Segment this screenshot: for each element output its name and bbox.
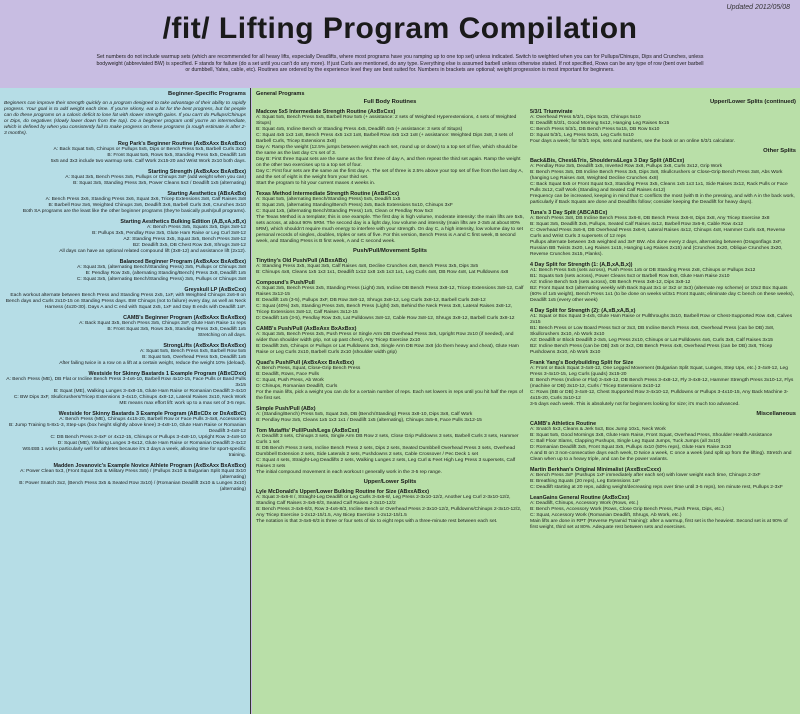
- routine-title: Lyle McDonald's Upper/Lower Bulking Routine for Size (ABxxABxx): [256, 489, 430, 495]
- routine-line: B: Deadlift 5/3/1, Good Morning 5x12, Hanging Leg Raises 5x15: [530, 121, 670, 126]
- routine-line: 3-5 days each week. This is absolutely not for beginners looking for size; it's much too advanced.: [530, 402, 740, 407]
- routine-line: B: Squat 2x5, (alternating Standing/Bench Press) 3x5, Back Extensions 5x10, Chinups 3xF: [256, 203, 453, 208]
- routine-line: The notation is that 3-4x6-8/3 is three or four sets of six to eight reps with a three-minute rest between each set.: [256, 519, 498, 524]
- general-subcolumn-b: [530, 96, 796, 531]
- routine-line: B: Deadlift 1x5 (3-5), Pullups 3xF, DB Row 3x8-12, Shrugs 3x8-12, Leg Curls 3x8-12, Barbell Curls 3x8-12: [256, 298, 486, 303]
- routine-line: A: (Standing/Bench) Press 5x5, Squat 3x5, DB (Bench/Standing) Press 3x8-10, Dips 3x8, Calf Work: [256, 412, 473, 417]
- routine-title: Martin Berkhan's Original Minimalist (AxxBxxCxxx): [530, 467, 661, 473]
- routine-line: B: Pendlay Row 3x5, Cleans 1x5 1x3 1x1 / Deadlift 1x5 (alternating), Chinups 3x5-8, Face Pulls 3x12-15: [256, 418, 482, 423]
- routine-title: Frank Yang's Bodybuilding Split for Size: [530, 360, 634, 366]
- routine-line: B: Pullups 3x5, Pendlay Row 3x5, Glute Ham Raise or Leg Curl 3x8-12: [92, 231, 246, 236]
- routine-line: B: Squat 4x5, Incline Bench or Standing Press 4x5, Deadlift 4x5 (+ assistance: 3 sets of Situps): [256, 127, 463, 132]
- routine-title: Compound's Push/Pull: [256, 280, 315, 286]
- routine-line: B: Squat (ME), Walking Lunges 3-4x8-15, Glute Ham Raise or Romanian Deadlift 3-4x10: [53, 389, 246, 394]
- general-programs-column: [252, 88, 800, 714]
- routine-line: B: Power Snatch 3x2, (Bench Press 3x5 & Seated Row 3x10) / (Romanian Deadlift 3x10 & Lunges 3x10) (alternating): [19, 481, 246, 492]
- routine-title: CAMB's Athletics Routine: [530, 421, 597, 427]
- routine-title: Madcow 5x5 Intermediate Strength Routine (AxBxCxx): [256, 109, 396, 115]
- routine-line: The Texas Method is a template; this is one example. The first day is high volume, moderate intensity: the main lifts are 5x5, sets across, at about 90% 5RM. The second day is a light day, low volume and intensity (main lifts are 2-3x5 at about 80% 5RM), which shouldn't require much energy to interfere with your strength. On day C, a high intensity, low volume day to set personal records of singles, doubles, triples or sets of five. For this version, Bench Press is A and C first week, B second week, and Standing Press is B first week, A and C second week.: [256, 215, 524, 244]
- routine-line: B1: Bench Press or Low Board Press 5x3 or 3x3, DB Incline Bench Press 4x8, Overhead Press (can be DB) 3x8, Skullcrushers 3x10, Ab Work 3x10: [530, 326, 775, 337]
- other-splits-heading: Other Splits: [763, 148, 796, 154]
- routine-title: Westside for Skinny Bastards 1 Example Program (ABxCDxx): [88, 371, 246, 377]
- routine-title: Madden Jovanovic's Example Novice Athlete Program (AxBxAxx BxAxBxx): [53, 463, 246, 469]
- routine-title: Starting Aesthetics (ABxAxBx): [167, 191, 246, 197]
- routine-line: B: Bench Press 3-4x6-8/3, Row 3-4x6-8/3, Incline Bench or Overhead Press 2-3x10-12/2, Pulldowns/Chinups 2-3x10-12/2, Any Tricep Exercise 1-2x12-15/1.5, Any Bicep Exercise 1-2x12-15/1.5: [256, 507, 522, 518]
- routine-line: C: Overhead Press 3x6-8, DB Overhead Press 3x6-8, Lateral Raises 4x12, Chinups 4x8, Hammer Curls 4x8, Reverse Curls and Wrist Curls 3 supersets of 12 reps: [530, 228, 786, 239]
- routine-line: A: Bench Press 3x6, Standing Press 3x6, Squat 3x6, Tricep Extensions 3x8, Calf Raises 3x8: [45, 197, 246, 202]
- routine-line: A: Power Clean 5x3, (Front Squat 3x5 & Military Press 3x5) / (Pullups 3x10 & Bulgarian Split Squat 3x10 (alternating): [20, 469, 246, 480]
- routine-line: B: Front Squat 5x5, Rows 5x5, Standing Press 5x5, Deadlift 1x5: [107, 153, 246, 158]
- routine-title: Reg Park's Beginner Routine (AxBxAxx BxAxBxx): [118, 141, 246, 147]
- routine-line: A: Squat 5x5, (alternating Bench/Standing Press) 5x5, Deadlift 1x5: [256, 197, 401, 202]
- routine-line: C: Back Squat 5x5 or Front Squat 5x3, Standing Press 3x5, Cleans 1x5 1x3 1x1, Side Raises 3x12, Rack Pulls or Face Pulls 3x12, Calf Work (Standing and Seated Calf Raises 4x12): [530, 182, 788, 193]
- routine-title: 5/3/1 Triumvirate: [530, 109, 573, 115]
- beginner-routine-list: [4, 141, 246, 493]
- routine-line: C: Squat 3x5, (alternating Bench/Standing Press) 3x5, Pullups or Chinups 3x8: [76, 277, 246, 282]
- push-pull-heading: Push/Pull/Movement Splits: [352, 248, 428, 254]
- routine-line: A: Squat 5x5, Bench Press 5x5, Barbell Row 5x5: [139, 349, 246, 354]
- routine-line: D: Romanian Deadlift 3x5, Front Squat 3x5, Pullups 4x10 (50% reps), Glute Ham Raise 3x10: [530, 445, 732, 450]
- routine-line: A: Squat 3x5, Bench Press 3x5, Pullups or Chinups 3xF (add weight when you can): [65, 175, 246, 180]
- routine-line: A: Squat 3-4x6-8 /, Straight-Leg Deadlift or Leg Curls 3-4x6-8/, Leg Press 2-3x10-12/2, Another Leg Curl 2-3x10-12/2, Standing Calf Raises 3-4x6-8/3, Seated Calf Raises 2-3x10-12/2: [256, 495, 511, 506]
- routine-line: A: Pendlay Row 3x5, Deadlift 1x5, Inverted Row 3x8, Pullups 3x8, Curls 3x12, Grip Work: [530, 164, 723, 169]
- routine-line: A: Squat 3x5, Bench Press 3x5, Push Press or Single Arm DB Overhead Press 3x5, Upright Row 2x10 (if needed), and wider than shoulder width grip, not up past chest), Any Tricep Exercise 2x10: [256, 332, 514, 343]
- routine-title: Starting Strength (AxBxAxx BxAxBxx): [148, 169, 246, 175]
- routine-line: Stretching on all days.: [197, 333, 246, 338]
- routine-line: D: Squat (ME), Walking Lunges 3-6x12, Glute Ham Raise or Romanian Deadlift 3-4x12: [57, 441, 246, 446]
- routine-line: A: Bench Press 3x5, Squats 3x5, Dips 3x8-12: [147, 225, 246, 230]
- full-body-list: [256, 109, 524, 245]
- beginner-programs-column: [0, 88, 251, 714]
- routine-title: LeanGains General Routine (AxBxCxx): [530, 495, 630, 501]
- routine-line: B: Front Squat 3x5, Rows 3x5, Standing Press 3x5, Deadlift 1x5: [107, 327, 246, 332]
- routine-line: A: Bench Press 3xF (Pushups 1xF immediately after each set) with lower weight each time, Chinups 2-3xF: [530, 473, 761, 478]
- routine-line: Day B: First three Squat sets are the same as the first three of day A, and then repeat the third set again. Ramp the weight on the other two exercises up to a top set of four.: [256, 157, 521, 168]
- routine-line: C: Squat, Push Press, Ab Work: [256, 378, 324, 383]
- routine-line: A: Front or Back Squat 3-4x8-12, One Legged Movement (Bulgarian Split Squat, Lunges, Step Ups, etc.) 3-4x8-12, Leg Press 3-4x10-15, Leg Curls (quads) 3x15-20: [530, 366, 788, 377]
- upper-lower-list: [256, 489, 524, 525]
- routine-line: A2: Standing Press 3x5, Squat 3x5, Bench Press 3x8-12: [123, 237, 246, 242]
- routine-line: A: Deadlift, Chinups, Accessory Work (Rows, etc.): [530, 501, 639, 506]
- misc-list: [530, 421, 796, 531]
- routine-line: C: Squat (40%) 3x5, Standing Press 3x5, Bench Press (Light) 3x5, Behind the Neck Press 3x8, Lateral Raises 3x8-12, Tricep Extensions 3x8-12, Calf Raises 3x12-15: [256, 304, 513, 315]
- routine-line: Four days a week; for 5/3/1 reps, sets and numbers, see the book or an online 5/3/1 calculator.: [530, 139, 735, 144]
- routine-title: Westside for Skinny Bastards 3 Example Program (ABxCDx or DxAxBxC): [58, 411, 246, 417]
- upper-lower-heading: Upper/Lower Splits: [363, 479, 417, 485]
- routine-line: B: Chinups 4x8, Cleans 1x5 1x3 1x1, Deadlift 1x12 1x8 1x5 1x3 1x1, Leg Curls 4x8, DB Row 4x8, Lat Pulldowns 4x8: [256, 270, 509, 275]
- routine-title: Tuna's 3 Day Split (ABCABCx): [530, 210, 608, 216]
- routine-line: Day C: First four sets are the same as the first day A. The set of three is 2.5% above your top set of five from the last day A, and the set of eight is the weight from your third set.: [256, 169, 523, 180]
- routine-line: B: Deadlift, Rows, Face Pulls: [256, 372, 320, 377]
- routine-title: CAMB's Push/Pull (AxBxAxx BxAxBxx): [256, 326, 357, 332]
- general-heading: General Programs: [256, 91, 305, 97]
- routine-title: Greyskull LP (AxBxCxx): [184, 287, 246, 293]
- routine-line: Each workout alternate between Bench Press and Standing Press 2x5, 1xF, with Weighted Chinups 2x6-8 on Bench days and Curls 2x10-15 on Standing Press days. BW Chinups (not to failure) every day, as well as Neck Harness (4x20-30). Days A and C end with Squat 2x5, 1xF and Day B ends with Deadlift 1xF.: [5, 293, 246, 310]
- routine-line: B: Barbell Row 3x6, Weighted Chinups 3x6, Deadlift 3x6, Barbell Curls 3x8, Crunches 3x10: [48, 203, 246, 208]
- routine-line: A: Overhead Press 5/3/1, Dips 5x15, Chinups 5x10: [530, 115, 641, 120]
- misc-heading: Miscellaneous: [756, 411, 796, 417]
- routine-line: C: BW Dips 3xF, Skullcrushers/Tricep Extensions 3-4x10, Chinups 4x8-12, Lateral Raises 3x10, Neck Work: [13, 395, 246, 400]
- routine-line: A: Snatch 5x3, Cleans & Jerk 5x3, Box Jump 10x1, Neck Work: [530, 427, 666, 432]
- routine-title: Quad's Push/Pull (AxBxAxx BxAxBxx): [256, 360, 355, 366]
- routine-line: A: Squat 5x5, Bench Press 5x5, Barbell Row 5x5 (+ assistance: 2 sets of Weighted Hyperextensions, 4 sets of Weighted Situps): [256, 115, 517, 126]
- routine-line: Day A: Ramp the weight (12.5% jumps between weights each set, round up or down) to a top set of five, which should be the same as the last day C's set of 3.: [256, 145, 518, 156]
- routine-line: B: Bench Press 3x5, DB Incline Bench Press 3x5, Dips 3x8, Skullcrushers or Close-Grip Bench Press 3x8, Abs Work (hanging Leg Raises 4x8, Weighted Decline Crunches 4x8): [530, 170, 783, 181]
- routine-title: Texas Method Intermediate Strength Routine (AxBxCxx): [256, 191, 400, 197]
- routine-line: D: Deadlift 1x5 (3-5), Pendlay Row 3x5, Lat Pulldowns 3x8-12, Cable Row 3x8-12, Shrugs 3x8-12, Barbell Curls 3x8-12: [256, 316, 515, 321]
- routine-line: B2: Deadlift 3x5, DB Chest Row 3x8, Shrugs 3x8-12: [132, 243, 246, 248]
- routine-title: Back&Bis, Chest&Tris, Shoulders&Legs 3 Day Split (ABCxx): [530, 158, 685, 164]
- routine-line: A: Back Squat 5x5, Chinups or Pullups 5x5, Dips or Bench Press 5x5, Barbell Curls 3x10: [53, 147, 246, 152]
- routine-line: Frequency can be increased, keeping in mind that C conflicts the most (with B in the pressing, and with A in the back work, particularly if Back Squats are done and Deadlifts follow; consider keeping the Deadlift for heavy days).: [530, 194, 795, 205]
- routine-line: 5x5 and 3x3 include two warmup sets. Calf Work 2x15-20 and Wrist Work 2x10 both days.: [50, 159, 246, 164]
- routine-line: A2: Deadlift or Block Deadlift 2-3x5, Leg Press 2x10, Chinups or Lat Pulldowns 4x6, Curls 3x8, Calf Raises 3x15: [530, 338, 774, 343]
- routine-line: B: Squat 5x5, Good Mornings 3x8, Glute Ham Raise, Front Squat, Overhead Press, Shoulder Health Assistance: [530, 433, 773, 438]
- routine-line: B2: Front Squat 5x3 (alternating weekly with Back Squat 3x1 or 3x2 or 3x3) (alternate rep scheme) or 10x2 Box Squats (60% of 1x5 weight), Bench Press 1x1 (to be done on weeks w/3x1 Front Squats; eliminate day C bench on these weeks), Deadlift 1x5 (every other week): [530, 286, 794, 303]
- routine-title: Tinytiny's Old Push/Pull (ABxxABx): [256, 258, 348, 264]
- upper-lower-cont-heading: Upper/Lower Splits (continued): [710, 99, 796, 105]
- routine-title: Starting Aesthetics Bulking Edition (A,B,xA,xB,x): [120, 219, 246, 225]
- routine-line: For the main lifts, pick a weight you can do for a certain number of reps. Each set lowers in reps until you hit half the reps of the first set.: [256, 390, 523, 401]
- routine-line: B2: Incline Bench Press (can be DB) 3x5 or 3x3, DB Bench Press 4x8, Overhead Press (can be DB) 3x8, Tricep Pushdowns 3x10, Ab Work 3x10: [530, 344, 773, 355]
- general-subcolumn-a: [256, 96, 524, 525]
- routine-line: A and B on 3 non-consecutive days each week, D twice a week, C once a week (and split up from the lifting). Stretch and Clean when up to a heavy triple, and can be the power variants.: [530, 451, 792, 462]
- routine-line: WS4SB 1 works particularly well for athletes because it's 3 days a week, allowing time for sport-specific training.: [22, 447, 246, 458]
- routine-line: C: Deadlift starting at 20 reps, adding weight/decreasing reps over time until 3-5 reps), ten minute rest, Pullups 2-3xF: [530, 485, 783, 490]
- beginner-intro: Beginners can improve their strength quickly on a program designed to take advantage of their ability to rapidly progress. Your goal is to add weight each time. If you're skinny, eat a lot for the best progress, but fat people can do these programs on a caloric deficit to lose fat with slower strength gains. If you can't do Pullups/Chinups or Dips, do negatives (slowly lower down from the top). Do a beginner program until you're an intermediate, which is defined by when you consistently fail to make progress on these programs (a rough estimate is after 2-3 months).: [4, 101, 246, 136]
- routine-line: All days can have an optional related compound lift (3x8-12) and assistance lift (2x12).: [59, 249, 246, 254]
- intro-paragraph: Set numbers do not include warmup sets (which are recommended for all heavy lifts, especially Deadlifts, where most programs have you ramping up to one top set) unless indicated. Switch to weighted when you can for Pullups/Chinups, Dips and Crunches, unless bodyweight (abbreviated BW) is specified. F stands for failure (do a set until you can't do any more). If just Curls are mentioned, do any type. Everything else is assumed barbell unless otherwise stated. If not specified, Rows can be any type of row (bent over barbell or dumbbell, Yates, cable, etc). Routines are ordered by the experience level they are best suited for. Numbers in brackets are optional; weight progression is most important for beginners.: [96, 54, 704, 73]
- routine-line: A1: Squat or Box Squat 3-4x5, Glute Ham Raise or Pullthroughs 3x10, Barbell Row or Chest-Supported Row 4x8, Calves 2x15: [530, 314, 793, 325]
- routine-line: A: Squat 3x5, (alternating Bench/Standing Press) 3x5, Pullups or Chinups 3x8: [77, 265, 246, 270]
- page-title: /fit/ Lifting Program Compilation: [162, 12, 638, 45]
- routine-line: The initial compound movement in each workout I generally work in the 3-5 rep range.: [256, 470, 442, 475]
- other-splits-list: [530, 158, 796, 408]
- beginner-heading: Beginner-Specific Programs: [168, 91, 246, 97]
- routine-title: Tom Mutaffis' Pull/Push/Legs (AxBxCxx): [256, 428, 360, 434]
- routine-title: 4 Day Split for Strength (1: (A,B,xA,B,x)): [530, 262, 633, 268]
- routine-line: A: Bench Press 3x8, DB Incline Bench Press 3x6-8, DB Bench Press 3x6-8, Dips 3x8, Any Tricep Exercise 3x8: [530, 216, 770, 221]
- routine-line: C: Squat 4 sets, Straight-Leg Deadlifts 2 sets, Walking Lunges 2 sets, Leg Curl & Feet High Leg Press 3 supersets, Calf Raises 3 sets: [256, 458, 516, 469]
- routine-line: C: Ball Floor Slams, Clapping Pushups, Single Leg Squat Jumps, Tuck Jumps (all 3x10): [530, 439, 721, 444]
- routine-line: Pullups alternate between 3x5 weighted and 3xF BW. Abs done every 2 days, alternating between (Dragonflags 3xF, Russian BB Twists 3x20, Leg Raises 1x15, Hanging Leg Raises 2x15) and (Crunches 3x20, Oblique Crunches 3x20, Reverse Crunches 3x15, Planks).: [530, 240, 783, 257]
- routine-line: A: Bench Press (ME), DB Flat or Incline Bench Press 3-4x6-10, Barbell Row 4x10-15, Face Pulls or Band Pulls 3x15: [6, 377, 246, 388]
- routine-line: C: Squat, Accessory Work (Romanian Deadlift, Shrugs, Ab Work, etc.): [530, 513, 682, 518]
- routine-line: After failing twice in a row on a lift at a certain weight, reduce the weight 10% (deload).: [59, 361, 246, 366]
- routine-line: C: Squat 4x5 1x3 1x8, Bench Press 4x5 1x3 1x8, Barbell Row 4x5 1x3 1x8 (+ assistance: Weighted Dips 3x8, 3 sets of Barbell Curls, Tricep Extensions 3x8): [256, 133, 513, 144]
- upper-lower-cont-list: [530, 109, 796, 145]
- routine-line: C: Squat 1x5, (alternating Bench/Standing Press) 1x5, Clean or Pendlay Row 5x3: [256, 209, 433, 214]
- routine-line: B: Breathing Squats (20 reps), Leg Extensions 1xF: [530, 479, 641, 484]
- routine-line: Main lifts are done in RPT (Reverse Pyramid Training): after a warmup, first set is the heaviest. Second set is at 90% of first weight, third set at 80%. Adequate rest between sets and exercises.: [530, 519, 788, 530]
- routine-line: ME means max effort lift: work up to a max set of 3-5 reps.: [119, 401, 246, 406]
- routine-line: B1: Squats 5x5 (sets across), Power Cleans 5x3 or Barbell Row 5x8, Glute Ham Raise 2x10: [530, 274, 730, 279]
- routine-line: Start the program to hit your current maxes 4 weeks in.: [256, 181, 376, 186]
- routine-title: CAMB's Beginner Program (AxBxAxx BxAxBxx): [123, 315, 246, 321]
- push-pull-list: [256, 258, 524, 476]
- routine-line: C: DB Bench Press 3-4xF or 4x12-15, Chinups or Pullups 3-4x8-10, Upright Row 3-4x8-10: [50, 435, 246, 440]
- routine-line: D: Chinups, Romanian Deadlift, Curls: [256, 384, 338, 389]
- routine-line: B: Bench Press, Accessory Work (Rows, Close Grip Bench Press, Push Press, Dips, etc.): [530, 507, 724, 512]
- routine-line: A: Back Squat 3x5, Bench Press 3x5, Chinups 3xF, Glute Ham Raise 1x reps: [79, 321, 246, 326]
- routine-line: B: Jump Training 5-8x1-3, Step-ups (box height slightly above knee) 3-4x8-10, Glute Ham Raise or Romanian Deadlift 3-4x8-12: [8, 423, 246, 434]
- routine-line: A: Standing Press 3x5, Squat 3x5, Calf Raises 4x8, Decline Crunches 4x8, Bench Press 3x5, Dips 3x5: [256, 264, 479, 269]
- routine-line: D: Squat 5/3/1, Leg Press 5x15, Leg Curls 5x10: [530, 133, 634, 138]
- routine-line: B: Deadlift 3x5, Chinups or Pullups or Lat Pulldowns 3x5, Single Arm DB Row 3x8 (do them heavy and cheat), Glute Ham Raise or Leg Curls 2x10, Barbell Curls 2x10 (shoulder width grip): [256, 344, 519, 355]
- routine-line: B: Squat 3x5, Deadlift 3x5, Pullups, Seated Calf Raises 4x12, Barbell Row 3x6-8, Cable Row 4x12: [530, 222, 744, 227]
- routine-line: B: DB Bench Press 3 sets, Incline Bench Press 2 sets, Dips 2 sets, Seated Dumbbell Overhead Press 3 sets, Overhead Dumbbell Extension 2 sets, Side Laterals 2 sets, Pushdowns 2 sets, Cable Crossover / Pec Deck 1 set: [256, 446, 516, 457]
- routine-title: Balanced Beginner Program (AxBxAxx BxAxBxx): [119, 259, 246, 265]
- routine-line: C: Bench Press 5/3/1, DB Bench Press 5x15, DB Row 5x10: [530, 127, 660, 132]
- routine-line: C: Rows (BB or DB) 3-4x8-12, Chest Supported Row 3-4x10-12, Pulldowns or Pullups 3-4x10-15, Any Back Machine 3-4x15-20, Curls 3x10-12: [530, 390, 789, 401]
- updated-date: Updated 2012/05/08: [726, 4, 790, 11]
- routine-line: A2: Incline Bench 5x5 (sets across), DB Bench Press 3x8-12, Dips 3x8-12: [530, 280, 691, 285]
- routine-line: B: Pendlay Row 3x5, (alternating Standing/Bench) Press 3x8, Deadlift 1x5: [85, 271, 246, 276]
- routine-line: B: Squat 3x5, Standing Press 3x5, Power Cleans 5x3 / Deadlift 1x5 (alternating): [73, 181, 246, 186]
- routine-line: A: Deadlift 3 sets, Chinups 3 sets, Single Arm DB Row 2 sets, Close Grip Pulldowns 3 sets, Barbell Curls 3 sets, Hammer Curls 1 set: [256, 434, 519, 445]
- routine-line: A: Bench Press (ME), Chinups 4x15-20, Barbell Row or Face Pulls 3-4x8, Accessories: [59, 417, 246, 422]
- routine-title: Simple Push/Pull (ABx): [256, 406, 316, 412]
- routine-line: Both SA programs are the least like the other beginner programs (they're basically push/pull programs).: [22, 209, 246, 214]
- routine-line: A: Bench Press, Squat, Close-Grip Bench Press: [256, 366, 361, 371]
- routine-line: A: Squat 3x5, Bench Press 3x5, Standing Press (Light) 3x5, Incline DB Bench Press 3x8-12, Tricep Extensions 3x8-12, Calf Raises 3x12-15: [256, 286, 524, 297]
- routine-line: B: Bench Press (Incline or Flat) 3-4x8-12, DB Bench Press 3-4x8-12, Fly 3-4x8-12, Hammer Strength Press 3x10-12, Flys (machine or DB) 3x10-12, Curls / Tricep Extensions 3x10-12: [530, 378, 794, 389]
- full-body-heading: Full Body Routines: [363, 99, 417, 105]
- routine-line: B: Squat 5x5, Overhead Press 5x5, Deadlift 1x5: [142, 355, 246, 360]
- routine-line: A1: Bench Press 5x5 (sets across), Push Press 1x5 or DB Standing Press 2x8, Chinups or Pullups 3x12: [530, 268, 756, 273]
- routine-title: 4 Day Split for Strength (2): (A,xB,xA,B,x): [530, 308, 636, 314]
- routine-title: StrongLifts (AxBxAxx BxAxBxx): [163, 343, 246, 349]
